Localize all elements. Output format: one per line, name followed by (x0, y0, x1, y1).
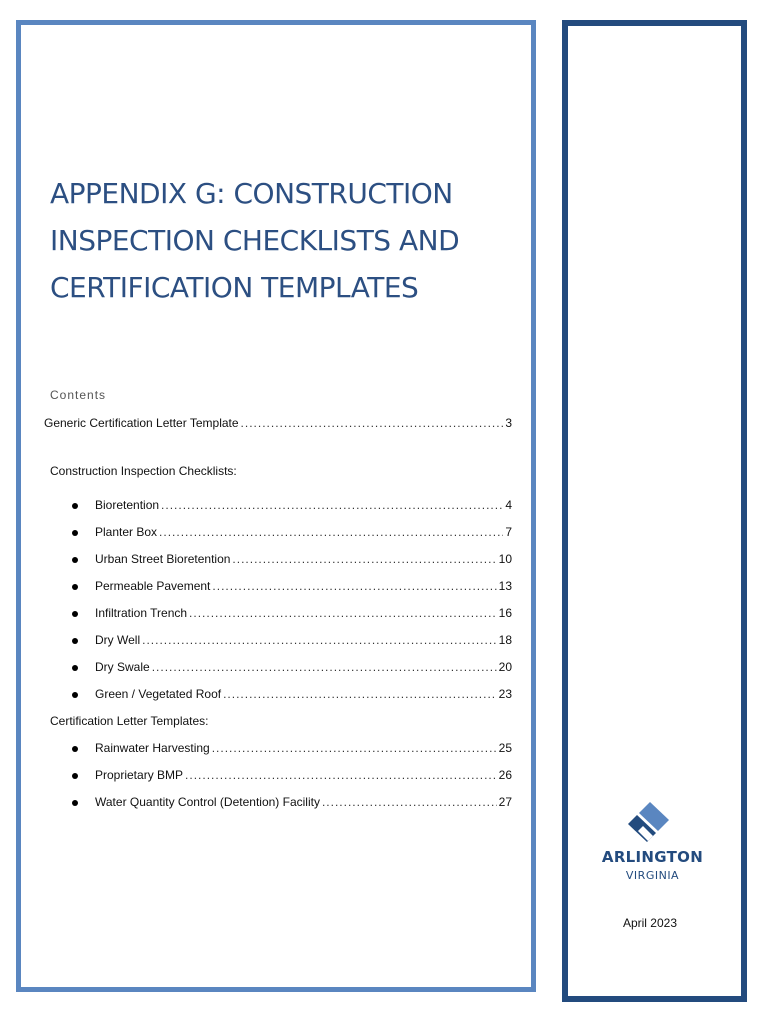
toc-entry-bioretention[interactable] (95, 498, 512, 512)
toc-page-number: 20 (498, 660, 512, 674)
toc-entry-label: Proprietary BMP (95, 768, 184, 782)
arlington-logo-icon (625, 800, 675, 845)
toc-entry-label: Rainwater Harvesting (95, 741, 210, 755)
title-line-3: CERTIFICATION TEMPLATES (50, 271, 419, 304)
toc-entry-rainwater-harvesting[interactable] (95, 741, 512, 755)
toc-entry-proprietary-bmp[interactable] (95, 768, 512, 782)
templates-section-label: Certification Letter Templates: (50, 714, 209, 728)
toc-leader-dots (223, 687, 497, 701)
bullet-icon (72, 665, 78, 671)
toc-leader-dots (152, 660, 497, 674)
logo-text-virginia: VIRGINIA (625, 869, 680, 882)
toc-leader-dots (212, 579, 496, 593)
bullet-icon (72, 611, 78, 617)
toc-entry-label: Bioretention (95, 498, 160, 512)
toc-leader-dots (322, 795, 497, 809)
toc-page-number: 27 (498, 795, 512, 809)
toc-entry-green-roof[interactable] (95, 687, 512, 701)
toc-entry-dry-well[interactable] (95, 633, 512, 647)
toc-entry-urban-street-bioretention[interactable] (95, 552, 512, 566)
toc-entry-label: Green / Vegetated Roof (95, 687, 222, 701)
toc-entry-label: Infiltration Trench (95, 606, 188, 620)
toc-page-number: 16 (498, 606, 512, 620)
toc-entry-generic-letter[interactable] (44, 416, 512, 430)
toc-page-number: 13 (498, 579, 512, 593)
toc-entry-infiltration-trench[interactable] (95, 606, 512, 620)
toc-page-number: 10 (498, 552, 512, 566)
toc-leader-dots (189, 606, 497, 620)
toc-page-number: 4 (505, 498, 512, 512)
toc-leader-dots (161, 498, 503, 512)
toc-entry-label: Generic Certification Letter Template (44, 416, 239, 430)
bullet-icon (72, 584, 78, 590)
toc-leader-dots (185, 768, 497, 782)
toc-entry-label: Dry Well (95, 633, 141, 647)
toc-entry-detention-facility[interactable] (95, 795, 512, 809)
toc-entry-permeable-pavement[interactable] (95, 579, 512, 593)
logo-text-arlington: ARLINGTON (601, 848, 704, 866)
toc-leader-dots (212, 741, 497, 755)
checklists-section-label: Construction Inspection Checklists: (50, 464, 237, 478)
toc-entry-label: Planter Box (95, 525, 158, 539)
toc-entry-label: Water Quantity Control (Detention) Facility (95, 795, 320, 809)
toc-page-number: 26 (498, 768, 512, 782)
toc-entry-dry-swale[interactable] (95, 660, 512, 674)
title-line-1: APPENDIX G: CONSTRUCTION (50, 177, 453, 210)
bullet-icon (72, 773, 78, 779)
document-title (50, 170, 510, 311)
bullet-icon (72, 503, 78, 509)
toc-entry-label: Dry Swale (95, 660, 150, 674)
publication-date: April 2023 (622, 916, 678, 930)
bullet-icon (72, 800, 78, 806)
toc-page-number: 18 (498, 633, 512, 647)
bullet-icon (72, 692, 78, 698)
toc-entry-label: Urban Street Bioretention (95, 552, 231, 566)
toc-entry-planter-box[interactable] (95, 525, 512, 539)
contents-heading: Contents (50, 388, 107, 402)
bullet-icon (72, 557, 78, 563)
toc-leader-dots (232, 552, 496, 566)
bullet-icon (72, 530, 78, 536)
toc-leader-dots (159, 525, 503, 539)
toc-page-number: 23 (498, 687, 512, 701)
toc-leader-dots (241, 416, 504, 430)
arlington-logo (595, 800, 710, 890)
toc-leader-dots (142, 633, 497, 647)
toc-page-number: 7 (505, 525, 512, 539)
bullet-icon (72, 638, 78, 644)
bullet-icon (72, 746, 78, 752)
toc-page-number: 3 (505, 416, 512, 430)
toc-entry-label: Permeable Pavement (95, 579, 211, 593)
toc-page-number: 25 (498, 741, 512, 755)
title-line-2: INSPECTION CHECKLISTS AND (50, 224, 460, 257)
